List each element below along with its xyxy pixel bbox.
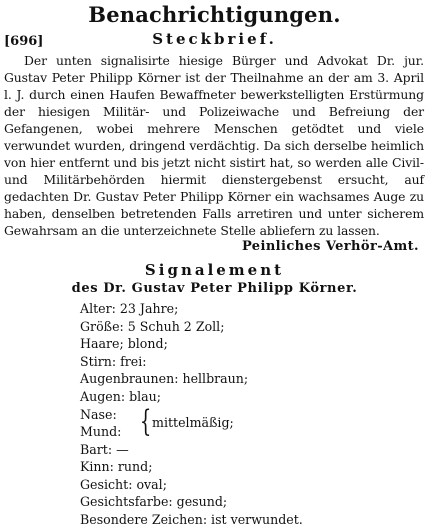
description-heading: Signalement <box>144 261 285 279</box>
description-row-beard: Bart: — <box>80 441 129 457</box>
warrant-heading: Steckbrief. <box>152 30 277 48</box>
description-row-hair: Haare; blond; <box>80 336 168 352</box>
warrant-body-text: Der unten signalisirte hiesige Bürger und Advokat Dr. jur. Gustav Peter Philipp Körner ist der Theilnahme an der am 3. April l. J. durch einen Haufen Bewaffneter bewerkstelligten Erstürmung der hiesigen Militär- und Polizeiwache und Befreiung der Gefangenen, wobei mehrere Menschen getödtet und viele verwundet wurden, dringend verdächtig. Da sich derselbe heimlich von hier entfernt und bis jetzt nicht sistirt hat, so werden alle Civil- und Militärbehörden hiermit dienstergebenst ersucht, auf gedachten Dr. Gustav Peter Philipp Körner ein wachsames Auge zu haben, denselben betretenden Falls arretiren und unter sicherem Gewahrsam an die unterzeichnete Stelle abliefern zu lassen. <box>4 53 424 238</box>
description-row-eyebrows: Augenbraunen: hellbraun; <box>80 371 249 387</box>
description-list <box>80 300 420 529</box>
description-row-complexion: Gesichtsfarbe: gesund; <box>80 494 228 510</box>
description-row-age: Alter: 23 Jahre; <box>80 301 179 316</box>
description-subject: des Dr. Gustav Peter Philipp Körner. <box>71 281 358 296</box>
description-row-special-marks: Besondere Zeichen: ist verwundet. <box>80 511 303 527</box>
nose-mouth-value: mittelmäßig; <box>152 414 234 430</box>
notice-number: [696] <box>4 34 44 49</box>
issuing-authority: Peinliches Verhör-Amt. <box>241 239 419 254</box>
description-row-height: Größe: 5 Schuh 2 Zoll; <box>80 318 225 334</box>
description-row-nose-mouth <box>80 403 420 441</box>
description-row-eyes: Augen: blau; <box>80 388 162 404</box>
nose-label: Nase: <box>80 406 117 422</box>
curly-brace: { <box>139 403 152 439</box>
description-row-face: Gesicht: oval; <box>80 476 167 492</box>
section-title: Benachrichtigungen. <box>88 2 341 27</box>
mouth-label: Mund: <box>80 423 122 439</box>
description-row-chin: Kinn: rund; <box>80 459 153 475</box>
description-row-forehead: Stirn: frei: <box>80 353 147 369</box>
